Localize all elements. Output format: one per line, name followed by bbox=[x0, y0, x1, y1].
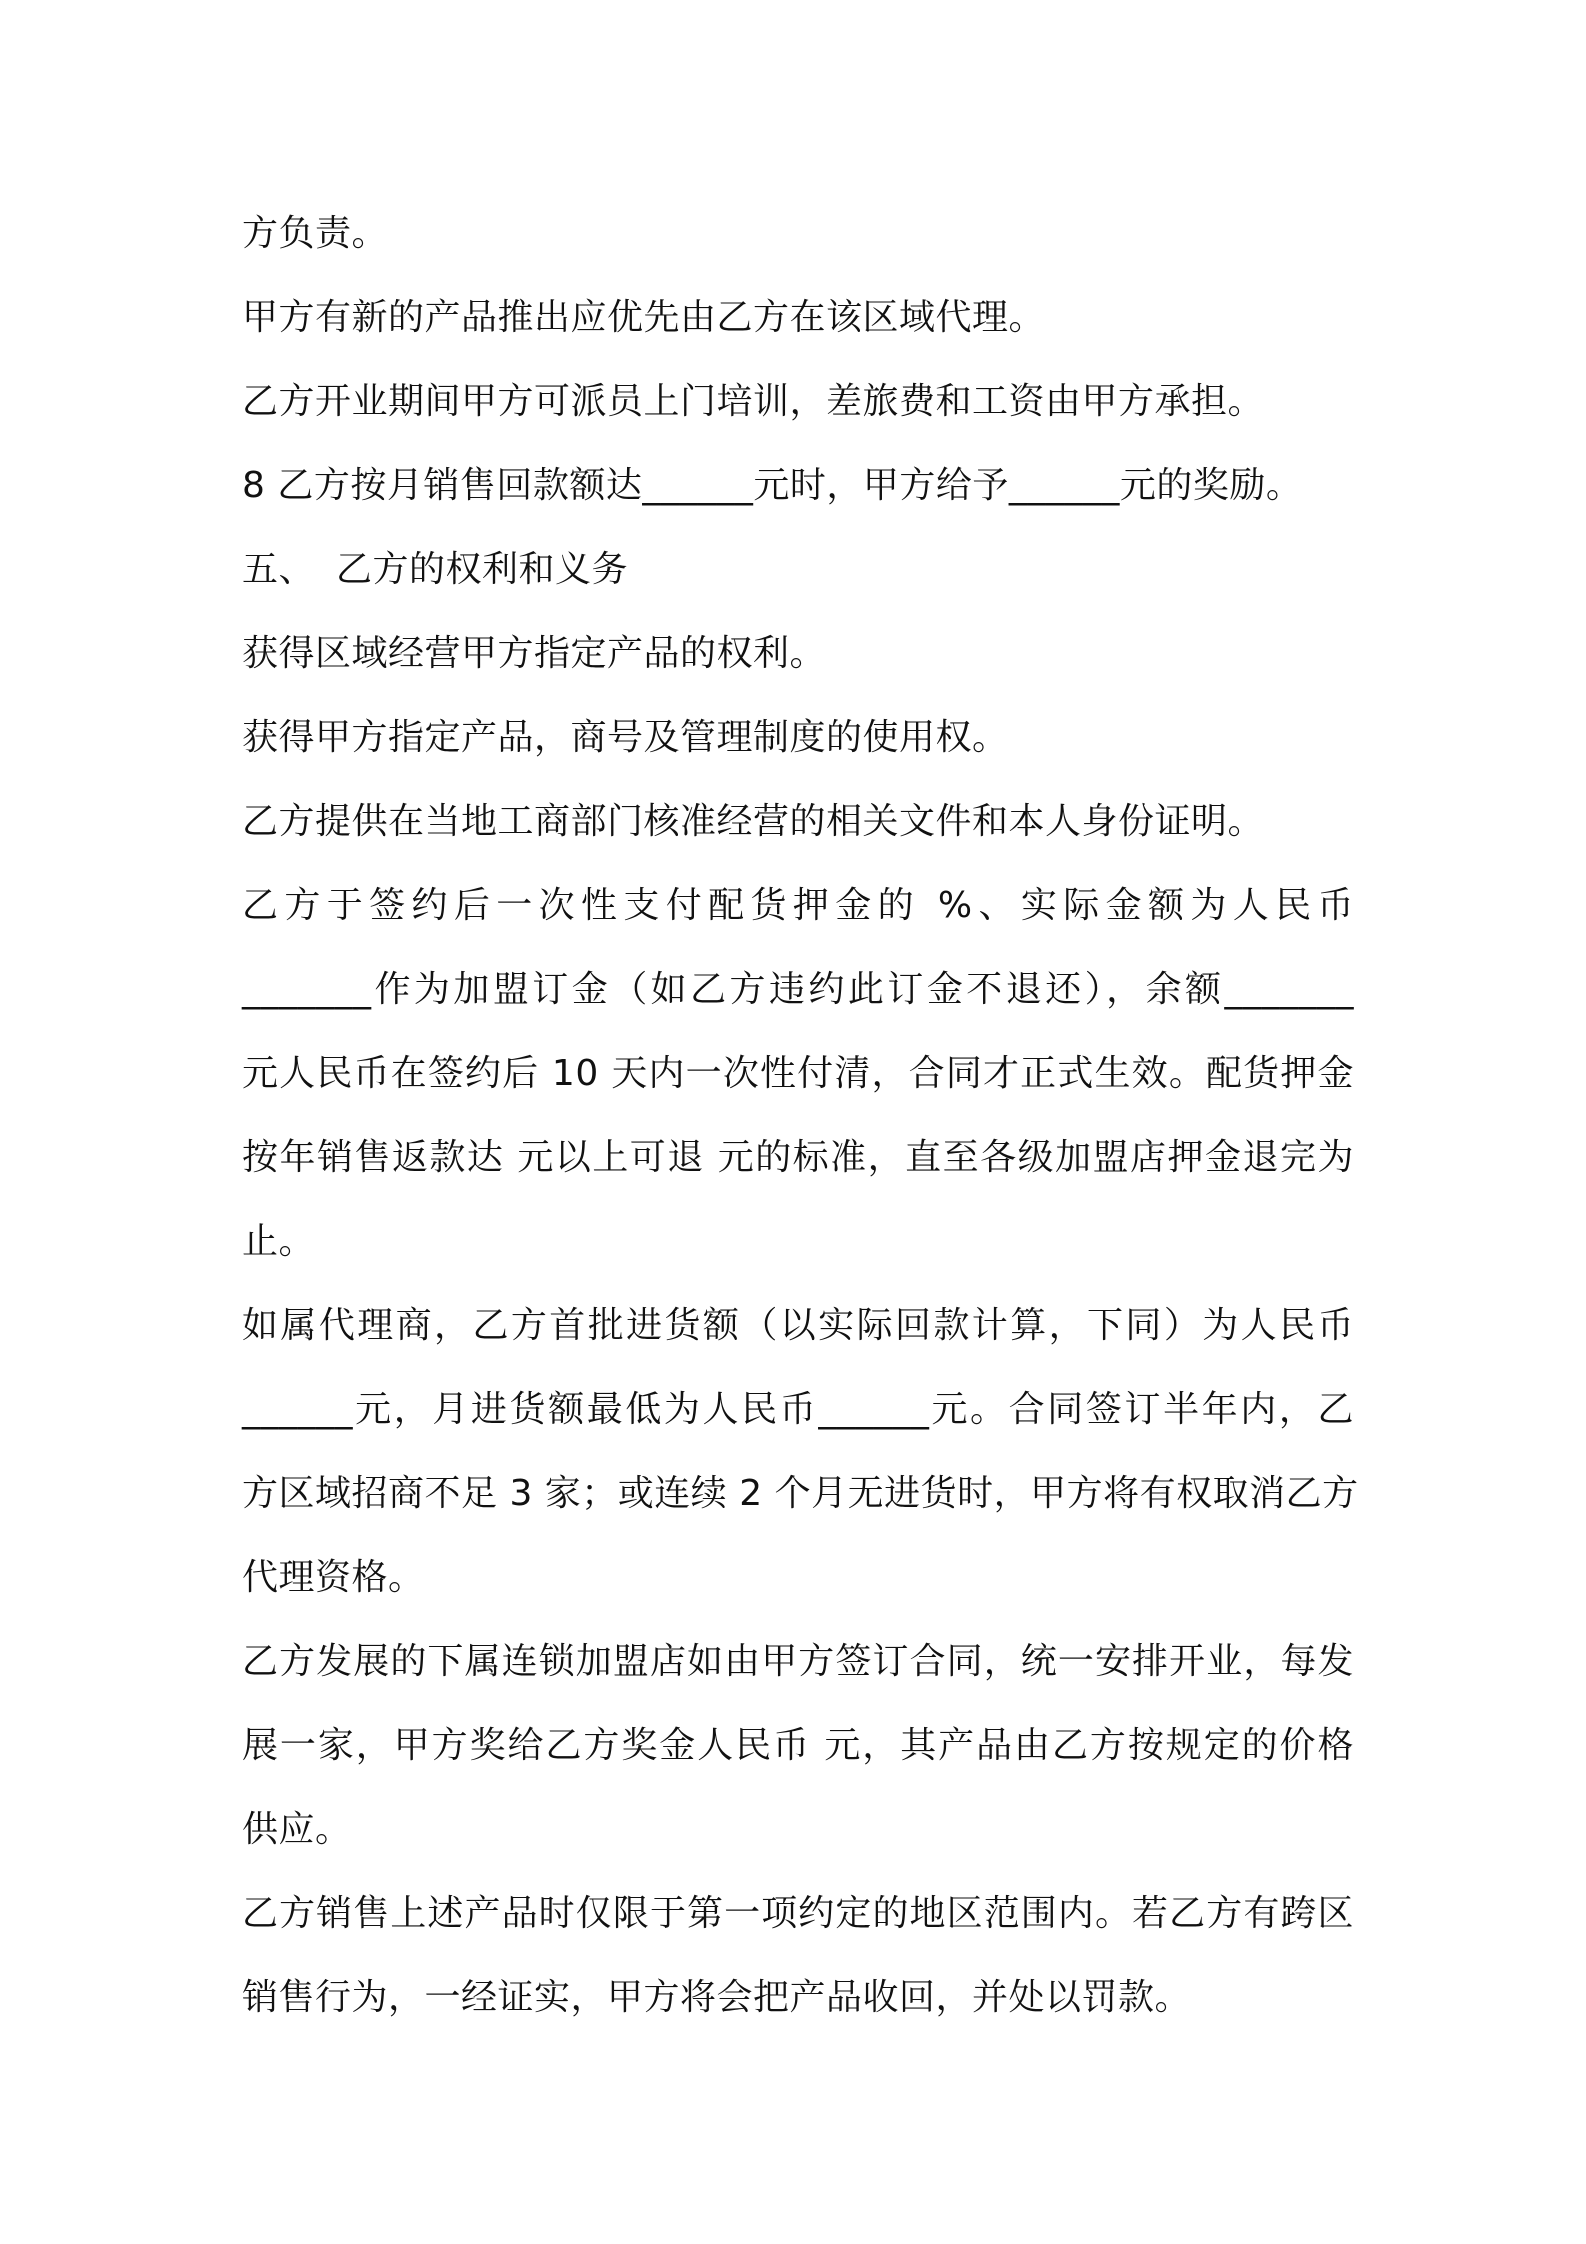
text-line: 销售行为，一经证实，甲方将会把产品收回，并处以罚款。 bbox=[242, 1977, 1192, 2018]
text-line: 乙方发展的下属连锁加盟店如由甲方签订合同，统一安排开业，每发 bbox=[242, 1641, 1354, 1682]
text-line: 获得区域经营甲方指定产品的权利。 bbox=[242, 633, 827, 674]
text-line: 止。 bbox=[242, 1221, 316, 1262]
text-line: 甲方有新的产品推出应优先由乙方在该区域代理。 bbox=[242, 297, 1046, 338]
text-line: 获得甲方指定产品，商号及管理制度的使用权。 bbox=[242, 717, 1009, 758]
text-line: 乙方开业期间甲方可派员上门培训，差旅费和工资由甲方承担。 bbox=[242, 381, 1265, 422]
text-line: ______元，月进货额最低为人民币______元。合同签订半年内，乙 bbox=[242, 1389, 1354, 1430]
text-line: 元人民币在签约后 10 天内一次性付清，合同才正式生效。配货押金 bbox=[242, 1053, 1354, 1094]
text-line: 8 乙方按月销售回款额达______元时，甲方给予______元的奖励。 bbox=[242, 465, 1303, 506]
section-number: 五、 bbox=[242, 549, 316, 590]
text-line: 展一家，甲方奖给乙方奖金人民币 元，其产品由乙方按规定的价格 bbox=[242, 1725, 1354, 1766]
text-line: 乙方提供在当地工商部门核准经营的相关文件和本人身份证明。 bbox=[242, 801, 1265, 842]
text-line: 乙方于签约后一次性支付配货押金的 %、实际金额为人民币 bbox=[242, 885, 1354, 926]
text-line: _______作为加盟订金（如乙方违约此订金不退还），余额_______ bbox=[242, 969, 1354, 1010]
text-line: 按年销售返款达 元以上可退 元的标准，直至各级加盟店押金退完为 bbox=[242, 1137, 1354, 1178]
text-line: 供应。 bbox=[242, 1809, 352, 1850]
text-line: 如属代理商，乙方首批进货额（以实际回款计算，下同）为人民币 bbox=[242, 1305, 1354, 1346]
section-title: 乙方的权利和义务 bbox=[336, 549, 629, 590]
document-body bbox=[242, 192, 1359, 2040]
text-line: 乙方销售上述产品时仅限于第一项约定的地区范围内。若乙方有跨区 bbox=[242, 1893, 1354, 1934]
text-line: 代理资格。 bbox=[242, 1557, 425, 1598]
text-line: 方负责。 bbox=[242, 213, 389, 254]
section-heading bbox=[242, 528, 1354, 612]
text-line: 方区域招商不足 3 家；或连续 2 个月无进货时，甲方将有权取消乙方 bbox=[242, 1473, 1359, 1514]
